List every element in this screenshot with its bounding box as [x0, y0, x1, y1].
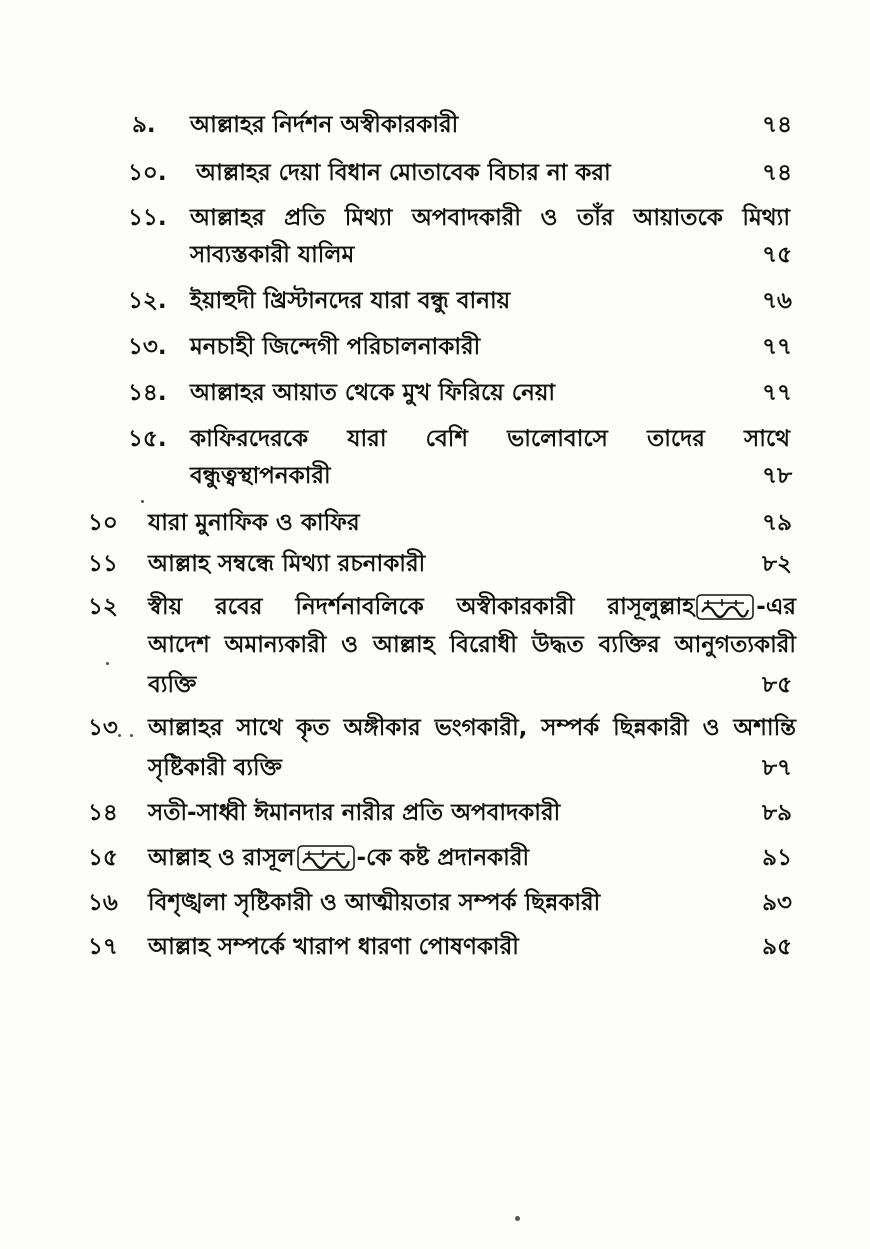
entry-page: ৭৭	[762, 380, 792, 406]
entry-page: ৭৫	[762, 242, 792, 268]
entry-title-continued: বন্ধুত্বস্থাপনকারী	[190, 463, 331, 489]
entry-page: ৭৬	[762, 288, 792, 314]
scan-speck	[118, 734, 121, 737]
scan-speck	[515, 1216, 520, 1221]
chapter-number: ১২	[88, 594, 118, 620]
chapter-number: ১১	[88, 551, 118, 577]
chapter-number: ১৪	[88, 800, 118, 826]
chapter-title-line	[148, 843, 529, 873]
chapter-title: স্বীয় রবের নিদর্শনাবলিকে অস্বীকারকারী রাসূলুল্লাহ	[148, 594, 695, 620]
chapter-page: ৮৯	[762, 800, 792, 826]
entry-number: ১৫.	[128, 426, 167, 452]
scan-speck	[106, 662, 109, 665]
chapter-page: ৯৫	[762, 934, 792, 960]
entry-page: ৭৪	[762, 112, 792, 138]
chapter-title: বিশৃঙ্খলা সৃষ্টিকারী ও আত্মীয়তার সম্পর্ক ছিন্নকারী	[148, 890, 601, 916]
chapter-title: আল্লাহ ও রাসূল	[148, 845, 295, 871]
entry-title: ইয়াহুদী খ্রিস্টানদের যারা বন্ধু বানায়	[190, 288, 511, 314]
chapter-title: আল্লাহ সম্বন্ধে মিথ্যা রচনাকারী	[148, 551, 426, 577]
entry-number: ১৪.	[128, 380, 167, 406]
entry-number: ৯.	[132, 112, 156, 138]
chapter-title-continued: ব্যক্তি	[148, 672, 197, 698]
entry-number: ১৩.	[128, 334, 167, 360]
chapter-title: আল্লাহর সাথে কৃত অঙ্গীকার ভংগকারী, সম্পর্ক ছিন্নকারী ও অশান্তি	[148, 715, 796, 741]
chapter-page: ৭৯	[762, 510, 792, 536]
chapter-number: ১৬	[88, 890, 118, 916]
entry-title: কাফিরদেরকে যারা বেশি ভালোবাসে তাদের সাথে	[190, 426, 790, 452]
chapter-title: যারা মুনাফিক ও কাফির	[148, 510, 360, 536]
chapter-title-suffix: -কে কষ্ট প্রদানকারী	[356, 845, 530, 871]
entry-page: ৭৮	[762, 463, 792, 489]
chapter-title: আল্লাহ সম্পর্কে খারাপ ধারণা পোষণকারী	[148, 934, 519, 960]
chapter-number: ১৭	[88, 934, 118, 960]
chapter-title: সতী-সাধ্বী ঈমানদার নারীর প্রতি অপবাদকারী	[148, 800, 561, 826]
salawat-calligraphy-icon	[696, 594, 754, 620]
chapter-page: ৯৩	[762, 890, 792, 916]
entry-page: ৭৪	[762, 160, 792, 186]
entry-title: আল্লাহর দেয়া বিধান মোতাবেক বিচার না করা	[196, 160, 611, 186]
chapter-title-suffix: -এর	[756, 594, 796, 620]
chapter-page: ৮৭	[762, 755, 792, 781]
entry-page: ৭৭	[762, 334, 792, 360]
scan-speck	[141, 500, 144, 503]
entry-title: মনচাহী জিন্দেগী পরিচালনাকারী	[190, 334, 481, 360]
chapter-number: ১৩	[88, 715, 118, 741]
chapter-page: ৯১	[762, 845, 792, 871]
chapter-page: ৮২	[762, 551, 792, 577]
entry-title: আল্লাহর আয়াত থেকে মুখ ফিরিয়ে নেয়া	[190, 380, 556, 406]
entry-number: ১১.	[128, 205, 167, 231]
scan-speck	[130, 734, 133, 737]
chapter-page: ৮৫	[762, 672, 792, 698]
chapter-title-line	[148, 592, 796, 622]
entry-title: আল্লাহর নির্দশন অস্বীকারকারী	[190, 112, 459, 138]
entry-number: ১০.	[128, 160, 167, 186]
entry-title-continued: সাব্যস্তকারী যালিম	[190, 242, 355, 268]
entry-number: ১২.	[128, 288, 167, 314]
entry-title: আল্লাহর প্রতি মিথ্যা অপবাদকারী ও তাঁর আয়াতকে মিথ্যা	[190, 205, 790, 231]
chapter-title-continued: আদেশ অমান্যকারী ও আল্লাহ বিরোধী উদ্ধত ব্যক্তির আনুগত্যকারী	[148, 632, 796, 658]
chapter-number: ১৫	[88, 845, 118, 871]
chapter-title-continued: সৃষ্টিকারী ব্যক্তি	[148, 755, 282, 781]
salawat-calligraphy-icon	[297, 845, 355, 871]
chapter-number: ১০	[88, 510, 118, 536]
